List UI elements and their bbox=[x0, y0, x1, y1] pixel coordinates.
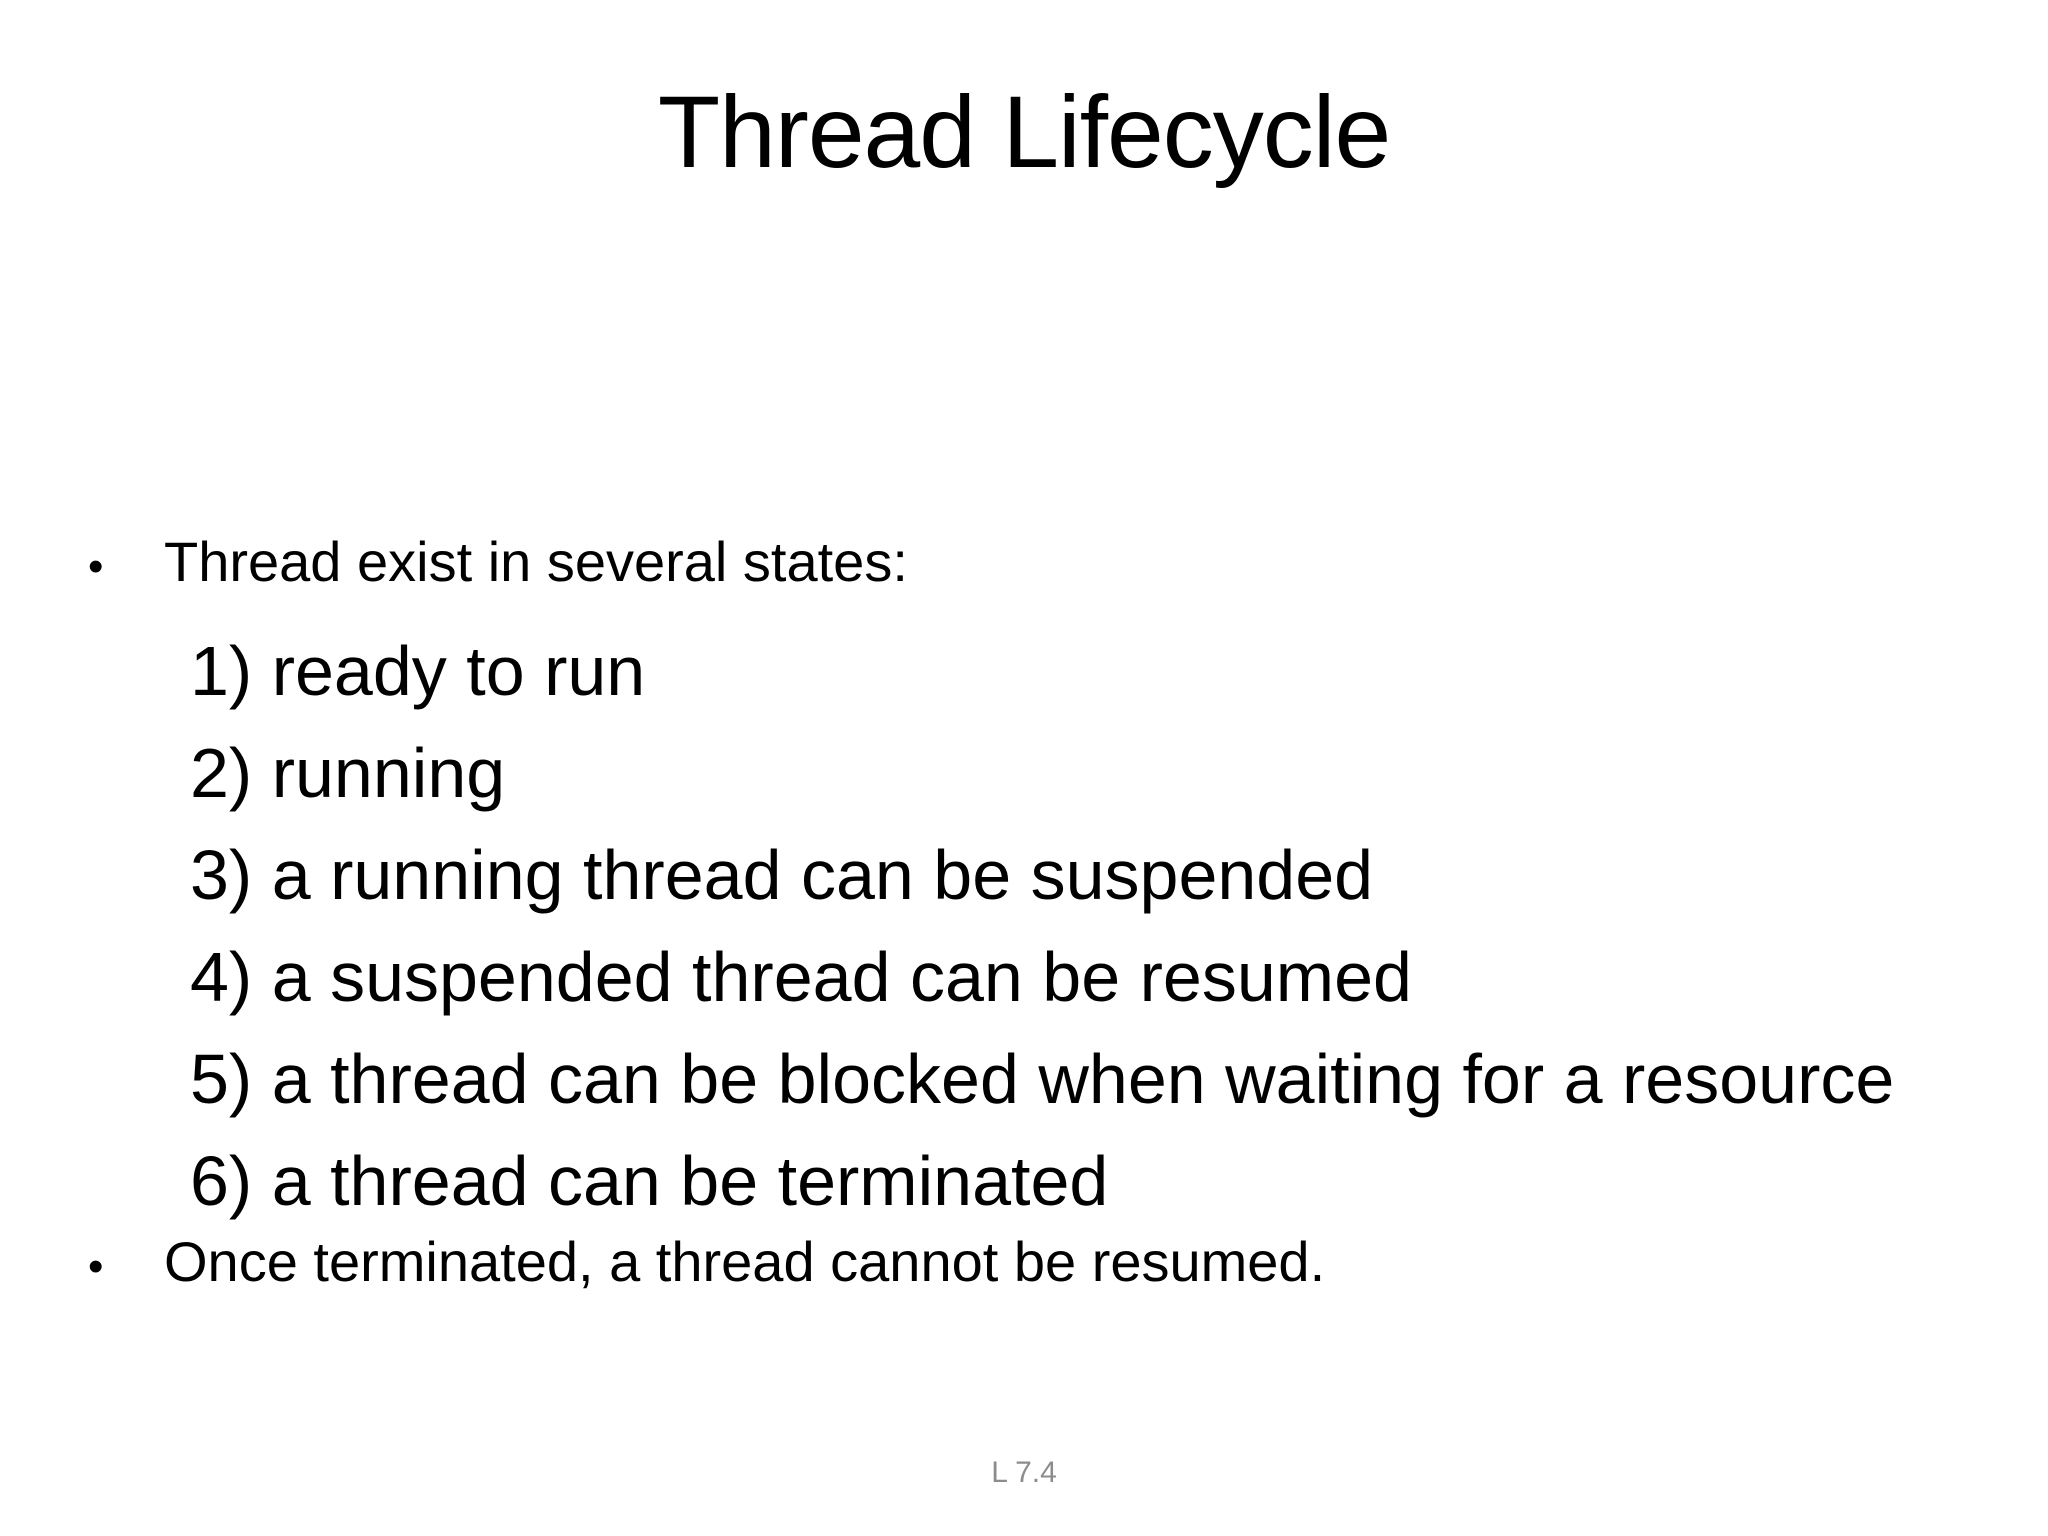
state-item: 3) a running thread can be suspended bbox=[190, 836, 1374, 914]
bullet-text: Thread exist in several states: bbox=[164, 530, 908, 593]
state-item: 5) a thread can be blocked when waiting for a resource bbox=[190, 1040, 1895, 1118]
bullet-item bbox=[88, 530, 908, 599]
bullet-text: Once terminated, a thread cannot be resumed. bbox=[164, 1230, 1326, 1293]
thread-states-list bbox=[190, 620, 1894, 1232]
slide-title: Thread Lifecycle bbox=[657, 75, 1391, 189]
state-item: 1) ready to run bbox=[190, 632, 646, 710]
bullet-marker: • bbox=[88, 542, 104, 591]
bullet-marker: • bbox=[88, 1242, 104, 1291]
slide-number: L 7.4 bbox=[991, 1456, 1057, 1489]
bullet-item bbox=[88, 1230, 1325, 1299]
state-item: 2) running bbox=[190, 734, 506, 812]
state-item: 4) a suspended thread can be resumed bbox=[190, 938, 1412, 1016]
state-item: 6) a thread can be terminated bbox=[190, 1142, 1109, 1220]
